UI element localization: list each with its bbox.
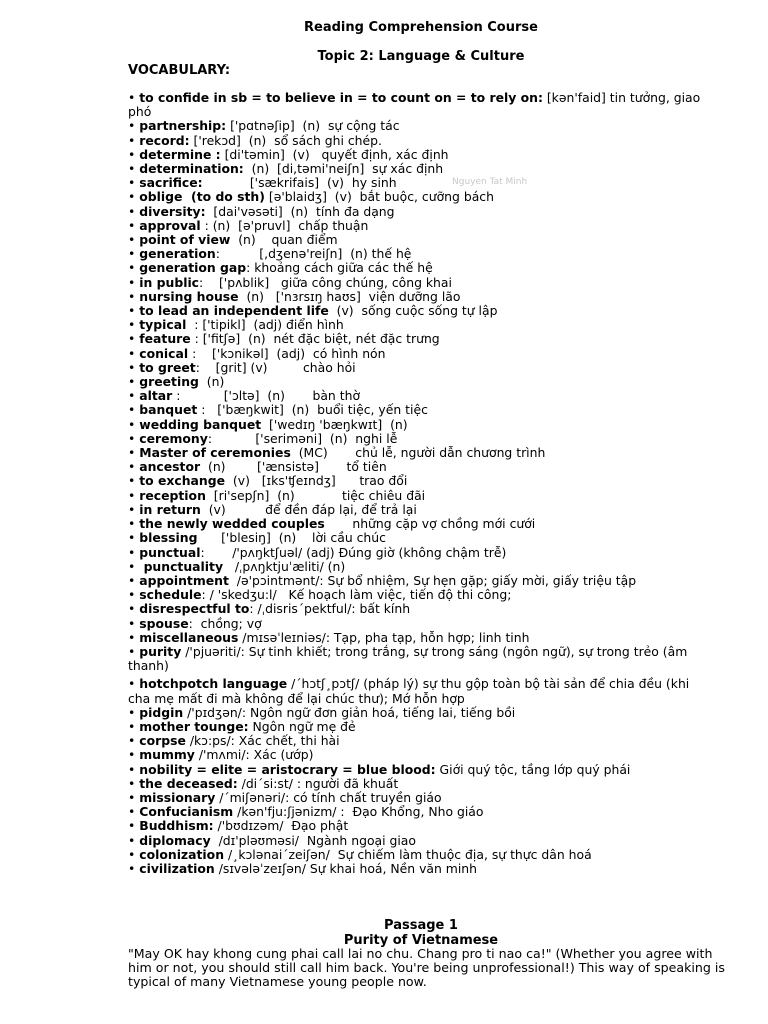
vocabulary-definition: : /'pʌŋktʃuəl/ (adj) Đúng giờ (không chậm trễ) (200, 544, 507, 560)
vocabulary-item (119, 489, 709, 503)
vocabulary-item (119, 602, 709, 616)
bullet-icon: • (128, 416, 140, 432)
bullet-icon: • (128, 317, 140, 333)
vocabulary-item (119, 791, 709, 805)
vocabulary-term: Master of ceremonies (139, 445, 291, 461)
bullet-icon: • (128, 217, 140, 233)
bullet-icon: • (128, 846, 140, 862)
vocabulary-item (119, 247, 709, 261)
bullet-icon: • (128, 146, 140, 162)
vocabulary-item (119, 777, 709, 791)
bullet-icon: • (128, 530, 140, 546)
bullet-icon: • (128, 676, 140, 692)
vocabulary-definition: /kɔ:ps/: Xác chết, thi hài (185, 733, 340, 749)
bullet-icon: • (128, 303, 140, 319)
vocabulary-term: Buddhism: (139, 818, 214, 834)
vocabulary-item (119, 375, 709, 389)
bullet-icon: • (128, 544, 140, 560)
vocabulary-term: mummy (139, 747, 195, 763)
bullet-icon: • (128, 516, 140, 532)
bullet-icon: • (128, 615, 140, 631)
bullet-icon: • (128, 459, 140, 475)
vocabulary-term: wedding banquet (139, 416, 262, 432)
bullet-icon: • (128, 118, 140, 134)
vocabulary-item (119, 418, 709, 432)
bullet-icon: • (128, 175, 140, 191)
vocabulary-item (119, 706, 709, 720)
vocabulary-definition: (MC) chủ lễ, người dẫn chương trình (290, 445, 546, 461)
vocabulary-term: diversity: (139, 203, 206, 219)
vocabulary-term: corpse (139, 733, 186, 749)
vocabulary-item (119, 332, 709, 346)
vocabulary-item (119, 474, 709, 488)
vocabulary-term: generation (139, 246, 216, 262)
vocabulary-item (119, 219, 709, 233)
vocabulary-term: ancestor (139, 459, 201, 475)
vocabulary-definition: những cặp vợ chồng mới cưới (324, 516, 536, 532)
vocabulary-definition: ['blesiŋ] (n) lời cầu chúc (197, 530, 386, 546)
vocabulary-definition: : / 'skedʒu:l/ Kế hoạch làm việc, tiến độ thi công; (201, 587, 512, 603)
bullet-icon: • (128, 501, 140, 517)
vocabulary-term: the deceased: (139, 775, 238, 791)
vocabulary-term: spouse (139, 615, 189, 631)
vocabulary-term: record: (139, 132, 190, 148)
vocabulary-item (119, 134, 709, 148)
vocabulary-term: purity (139, 643, 182, 659)
bullet-icon: • (128, 445, 140, 461)
bullet-icon: • (128, 747, 140, 763)
vocabulary-term: feature (139, 331, 191, 347)
bullet-icon: • (128, 733, 140, 749)
bullet-icon: • (128, 161, 140, 177)
vocabulary-definition: : (n) [ə'pruvl] chấp thuận (200, 217, 369, 233)
vocabulary-definition: : ['seriməni] (n) nghi lễ (207, 430, 398, 446)
vocabulary-item (119, 546, 709, 560)
vocabulary-term: generation gap (139, 260, 247, 276)
vocabulary-term: disrespectful to (139, 601, 250, 617)
vocabulary-definition: [ə'blaidʒ] (v) bắt buộc, cưỡng bách (264, 189, 494, 205)
vocabulary-item (119, 290, 709, 304)
vocabulary-item (119, 819, 709, 833)
vocabulary-definition: ['rekɔd] (n) sổ sách ghi chép. (189, 132, 382, 148)
vocabulary-item (119, 261, 709, 275)
vocabulary-term: to exchange (139, 473, 226, 489)
vocabulary-term: approval (139, 217, 201, 233)
watermark: Nguyen Tat Minh (452, 177, 528, 187)
vocabulary-term: missionary (139, 789, 216, 805)
passage-label: Passage 1 (384, 918, 458, 933)
vocabulary-item (119, 805, 709, 819)
vocabulary-item (119, 162, 709, 176)
bullet-icon: • (128, 629, 140, 645)
vocabulary-term: in public (139, 274, 200, 290)
vocabulary-definition: /'mʌmi/: Xác (ướp) (194, 747, 314, 763)
vocabulary-item (119, 834, 709, 848)
vocabulary-term: in return (139, 501, 201, 517)
vocabulary-definition: /ˌpʌŋktjuˈæliti/ (n) (223, 558, 346, 574)
vocabulary-item (119, 190, 709, 204)
vocabulary-term: to lead an independent life (139, 303, 329, 319)
vocabulary-item (119, 617, 709, 631)
vocabulary-item (119, 574, 709, 588)
bullet-icon: • (128, 761, 140, 777)
topic-title: Topic 2: Language & Culture (317, 49, 525, 64)
vocabulary-term: reception (139, 487, 206, 503)
bullet-icon: • (128, 587, 140, 603)
vocabulary-item (119, 734, 709, 748)
vocabulary-definition: (v) [ɪks'ʧeɪndʒ] trao đổi (225, 473, 408, 489)
vocabulary-definition: : ['fitʃə] (n) nét đặc biệt, nét đặc trưng (190, 331, 440, 347)
vocabulary-definition: Giới quý tộc, tầng lớp quý phái (435, 761, 631, 777)
vocabulary-term: nursing house (139, 288, 239, 304)
vocabulary-term: typical (139, 317, 187, 333)
vocabulary-term: appointment (139, 572, 229, 588)
bullet-icon: • (128, 345, 140, 361)
vocabulary-item (119, 233, 709, 247)
vocabulary-item (119, 432, 709, 446)
vocabulary-item (119, 503, 709, 517)
vocabulary-definition: /mɪsəˈleɪniəs/: Tạp, pha tạp, hỗn hợp; linh tinh (238, 629, 530, 645)
vocabulary-definition: /kən'fju:ʃjənizm/ : Đạo Khổng, Nho giáo (233, 804, 484, 820)
passage-title: Purity of Vietnamese (343, 933, 499, 948)
bullet-icon: • (128, 832, 140, 848)
bullet-icon: • (128, 804, 140, 820)
vocabulary-definition: /ə'pɔintmənt/: Sự bổ nhiệm, Sự hẹn gặp; giấy mời, giấy triệu tập (228, 572, 637, 588)
vocabulary-item (119, 91, 709, 119)
vocabulary-term: schedule (139, 587, 202, 603)
passage-text: "May OK hay khong cung phai call lai no chu. Chang pro ti nao ca!" (Whether you agree with him or not, you should still call him back. You're being unprofessional!) This way of speaking is typical of many Vietnamese young people now. (128, 946, 725, 990)
vocabulary-term: nobility = elite = aristocrary = blue blood: (139, 761, 436, 777)
vocabulary-item (119, 205, 709, 219)
vocabulary-item (119, 347, 709, 361)
vocabulary-item (119, 862, 709, 876)
vocabulary-item (119, 677, 709, 705)
bullet-icon: • (128, 818, 140, 834)
vocabulary-definition: : ['bæŋkwit] (n) buổi tiệc, yến tiệc (197, 402, 428, 418)
bullet-icon: • (128, 232, 140, 248)
bullet-icon: • (128, 260, 140, 276)
vocabulary-definition: [ri'sepʃn] (n) tiệc chiêu đãi (205, 487, 426, 503)
vocabulary-term: banquet (139, 402, 198, 418)
vocabulary-definition: /'pjuəriti/: Sự tinh khiết; trong trắng, sự trong sáng (ngôn ngữ), sự trong trẻo (âm thanh) (128, 643, 688, 674)
bullet-icon: • (128, 331, 140, 347)
vocabulary-item (119, 631, 709, 645)
vocabulary-item (119, 176, 709, 190)
vocabulary-item (119, 560, 709, 574)
vocabulary-definition: (n) (198, 374, 225, 390)
bullet-icon: • (128, 402, 140, 418)
vocabulary-term: Confucianism (139, 804, 234, 820)
bullet-icon: • (128, 132, 140, 148)
vocabulary-definition: /¸kɔlənai´zeiʃən/ Sự chiếm làm thuộc địa, sự thực dân hoá (224, 846, 592, 862)
vocabulary-item (119, 588, 709, 602)
vocabulary-definition: /di´si:st/ : người đã khuất (237, 775, 399, 791)
vocabulary-definition: /'pɪdʒən/: Ngôn ngữ đơn giản hoá, tiếng lai, tiếng bồi (183, 704, 516, 720)
vocabulary-term: hotchpotch language (139, 676, 288, 692)
vocabulary-term: civilization (139, 860, 215, 876)
vocabulary-definition: : /ˌdisris´pektful/: bất kính (249, 601, 411, 617)
bullet-icon: • (128, 189, 140, 205)
vocabulary-item (119, 389, 709, 403)
bullet-icon: • (128, 288, 140, 304)
bullet-icon: • (128, 718, 140, 734)
bullet-icon: • (128, 374, 140, 390)
bullet-icon: • (128, 473, 140, 489)
vocabulary-item (119, 645, 709, 673)
vocabulary-definition: (v) để đền đáp lại, để trả lại (200, 501, 417, 517)
vocabulary-item (119, 848, 709, 862)
vocabulary-term: determine : (139, 146, 221, 162)
vocabulary-term: altar (139, 388, 173, 404)
vocabulary-item (119, 720, 709, 734)
bullet-icon: • (128, 388, 140, 404)
vocabulary-item (119, 148, 709, 162)
bullet-icon: • (128, 246, 140, 262)
vocabulary-term: diplomacy (139, 832, 211, 848)
bullet-icon: • (128, 430, 140, 446)
vocabulary-item (119, 304, 709, 318)
vocabulary-definition: (n) ['nɜrsɪŋ haʊs] viện dưỡng lão (238, 288, 461, 304)
vocabulary-term: oblige (to do sth) (139, 189, 265, 205)
vocabulary-term: colonization (139, 846, 225, 862)
bullet-icon: • (128, 601, 140, 617)
vocabulary-item (119, 403, 709, 417)
bullet-icon: • (128, 775, 140, 791)
course-title: Reading Comprehension Course (304, 20, 538, 35)
vocabulary-definition: /dɪ'pləʊməsi/ Ngành ngoại giao (210, 832, 416, 848)
vocabulary-definition: /´hɔtʃ¸pɔtʃ/ (pháp lý) sự thu gộp toàn bộ tài sản để chia đều (khi cha mẹ mất đi mà không để lại chúc thư); Mớ hỗn hợp (128, 676, 690, 706)
vocabulary-term: to greet (139, 359, 196, 375)
vocabulary-definition: /'bʊdɪzəm/ Đạo phật (213, 818, 349, 834)
vocabulary-definition: (v) sống cuộc sống tự lập (328, 303, 498, 319)
vocabulary-term: punctuality (139, 558, 224, 574)
vocabulary-definition: : chồng; vợ (188, 615, 262, 631)
vocabulary-item (119, 119, 709, 133)
vocabulary-item (119, 460, 709, 474)
vocabulary-definition: : ['pʌblik] giữa công chúng, công khai (199, 274, 452, 290)
vocabulary-definition: : ['kɔnikəl] (adj) có hình nón (188, 345, 386, 361)
vocabulary-heading: VOCABULARY: (128, 63, 231, 78)
vocabulary-definition: /´miʃənəri/: có tính chất truyền giáo (215, 789, 442, 805)
vocabulary-item (119, 517, 709, 531)
vocabulary-definition: ['sækrifais] (v) hy sinh (202, 175, 397, 191)
vocabulary-term: greeting (139, 374, 199, 390)
bullet-icon: • (128, 487, 140, 503)
vocabulary-definition: ['wedɪŋ 'bæŋkwɪt] (n) (261, 416, 408, 432)
vocabulary-item (119, 318, 709, 332)
vocabulary-item (119, 446, 709, 460)
vocabulary-definition: Ngôn ngữ mẹ đẻ (248, 718, 356, 734)
vocabulary-term: the newly wedded couples (139, 516, 325, 532)
vocabulary-term: punctual (139, 544, 201, 560)
vocabulary-definition: : [,dʒenə'reiʃn] (n) thế hệ (215, 246, 412, 262)
bullet-icon: • (128, 90, 140, 105)
vocabulary-definition: [di'təmin] (v) quyết định, xác định (220, 146, 449, 162)
vocabulary-term: blessing (139, 530, 198, 546)
bullet-icon: • (128, 203, 140, 219)
vocabulary-item (119, 748, 709, 762)
vocabulary-term: partnership: (139, 118, 227, 134)
vocabulary-term: pidgin (139, 704, 184, 720)
vocabulary-definition: /sɪvələˈzeɪʃən/ Sự khai hoá, Nền văn minh (214, 860, 478, 876)
bullet-icon: • (128, 274, 140, 290)
bullet-icon: • (128, 359, 140, 375)
vocabulary-definition: (n) quan điểm (230, 232, 338, 248)
bullet-icon: • (128, 643, 140, 659)
bullet-icon: • (128, 704, 140, 720)
vocabulary-definition: : ['ɔltə] (n) bàn thờ (172, 388, 361, 404)
vocabulary-definition: : khoảng cách giữa các thế hệ (246, 260, 433, 276)
vocabulary-definition: : ['tipikl] (adj) điển hình (186, 317, 344, 333)
bullet-icon: • (128, 558, 140, 574)
vocabulary-definition: (n) [di,təmi'neiʃn] sự xác định (243, 161, 444, 177)
vocabulary-definition: [kən'faid] tin tưởng, giao phó (128, 90, 701, 120)
vocabulary-term: determination: (139, 161, 244, 177)
vocabulary-term: mother tounge: (139, 718, 249, 734)
vocabulary-term: sacrifice: (139, 175, 203, 191)
vocabulary-list (119, 91, 709, 876)
bullet-icon: • (128, 572, 140, 588)
vocabulary-term: miscellaneous (139, 629, 239, 645)
vocabulary-definition: (n) ['ænsistə] tổ tiên (200, 459, 387, 475)
vocabulary-term: to confide in sb = to believe in = to count on = to rely on: (139, 90, 543, 105)
vocabulary-definition: [dai'vəsəti] (n) tính đa dạng (205, 203, 395, 219)
vocabulary-item (119, 276, 709, 290)
vocabulary-item (119, 531, 709, 545)
bullet-icon: • (128, 789, 140, 805)
bullet-icon: • (128, 860, 140, 876)
vocabulary-term: point of view (139, 232, 231, 248)
vocabulary-term: conical (139, 345, 189, 361)
vocabulary-definition: ['pɑtnəʃip] (n) sự cộng tác (226, 118, 400, 134)
vocabulary-definition: : [grit] (v) chào hỏi (195, 359, 356, 375)
vocabulary-term: ceremony (139, 430, 208, 446)
vocabulary-item (119, 763, 709, 777)
vocabulary-item (119, 361, 709, 375)
